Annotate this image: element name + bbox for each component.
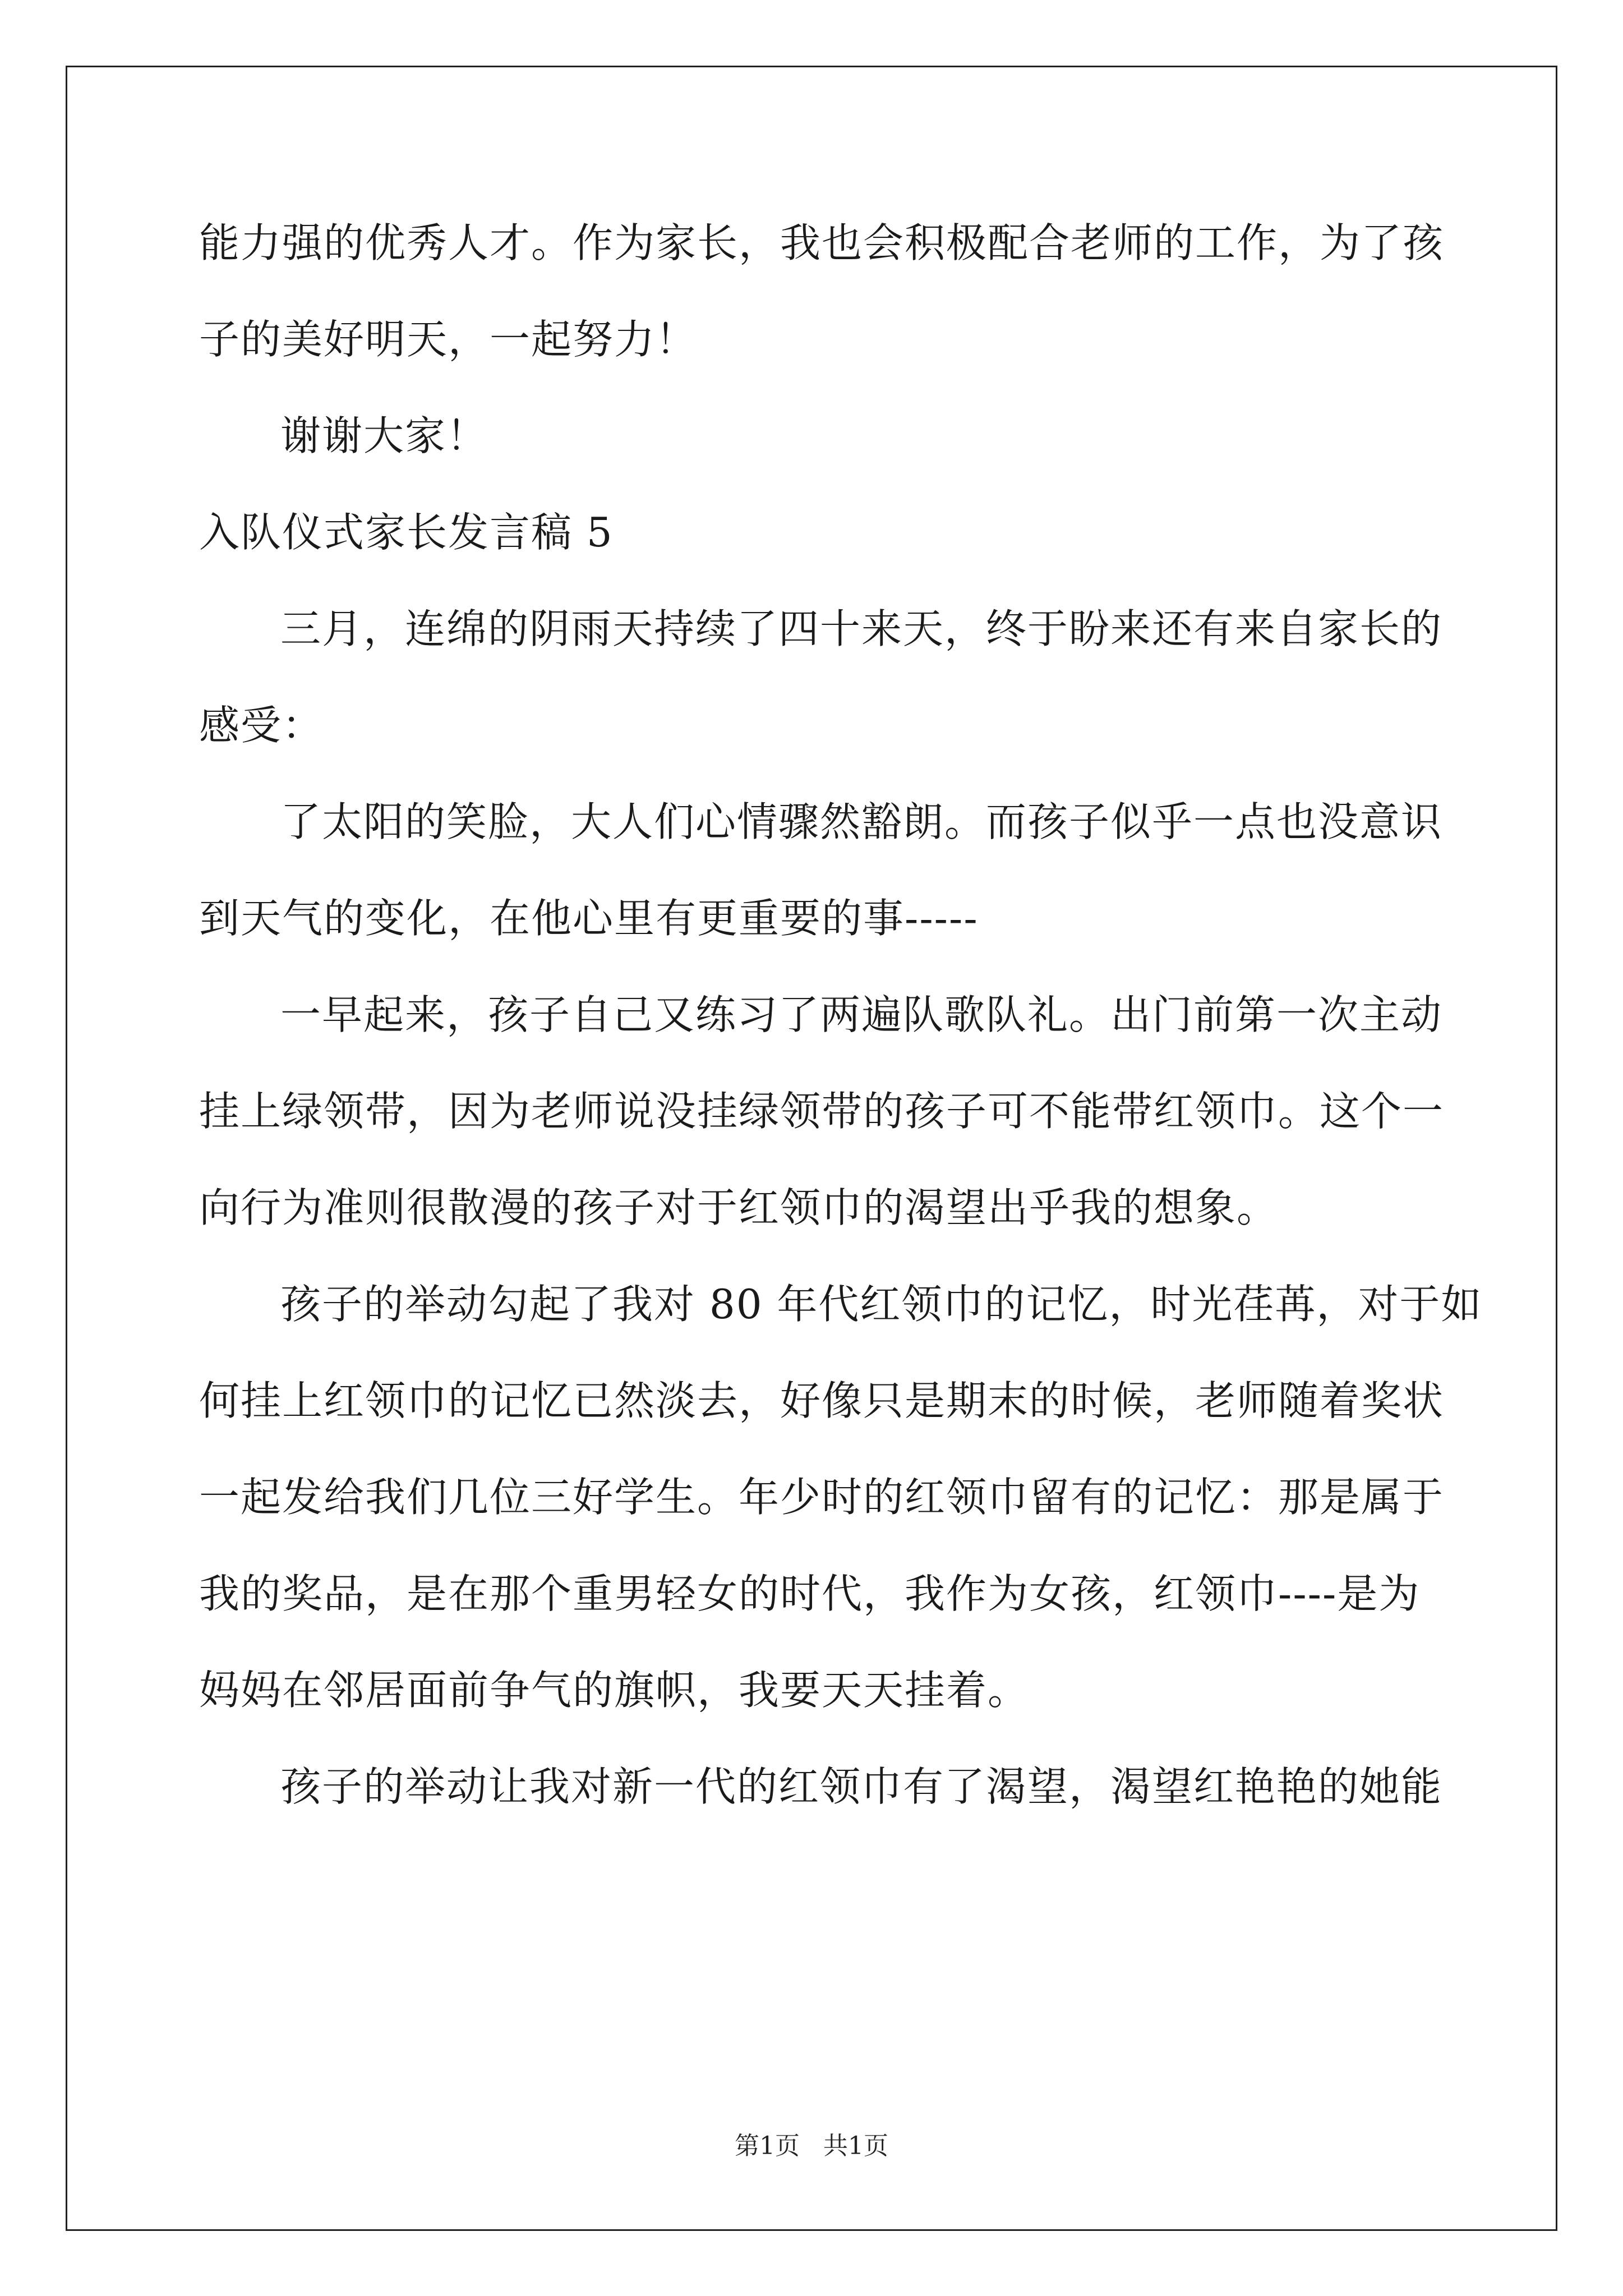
paragraph-line: 一起发给我们几位三好学生。年少时的红领巾留有的记忆：那是属于 <box>199 1474 1445 1521</box>
page-footer <box>0 2132 1623 2161</box>
paragraph-line: 挂上绿领带，因为老师说没挂绿领带的孩子可不能带红领巾。这个一 <box>199 1088 1445 1135</box>
paragraph-line: 能力强的优秀人才。作为家长，我也会积极配合老师的工作，为了孩 <box>199 219 1445 266</box>
paragraph-line: 孩子的举动勾起了我对 80 年代红领巾的记忆，时光荏苒，对于如 <box>280 1281 1483 1328</box>
paragraph-line: 感受： <box>199 702 324 749</box>
paragraph-line: 子的美好明天，一起努力！ <box>199 316 698 363</box>
paragraph-line: 三月，连绵的阴雨天持续了四十来天，终于盼来还有来自家长的 <box>280 605 1443 652</box>
paragraph-line: 妈妈在邻居面前争气的旗帜，我要天天挂着。 <box>199 1667 1030 1714</box>
paragraph-line: 到天气的变化，在他心里有更重要的事----- <box>199 895 979 942</box>
section-heading: 入队仪式家长发言稿 5 <box>199 509 614 556</box>
paragraph-line: 向行为准则很散漫的孩子对于红领巾的渴望出乎我的想象。 <box>199 1184 1279 1231</box>
page-number: 第1页 <box>735 2132 800 2160</box>
paragraph-line: 何挂上红领巾的记忆已然淡去，好像只是期末的时候，老师随着奖状 <box>199 1377 1445 1424</box>
page-total: 共1页 <box>823 2132 888 2160</box>
document-body <box>199 216 1483 1814</box>
paragraph-line: 一早起来，孩子自己又练习了两遍队歌队礼。出门前第一次主动 <box>280 991 1443 1038</box>
paragraph-line: 孩子的举动让我对新一代的红领巾有了渴望，渴望红艳艳的她能 <box>280 1763 1443 1810</box>
paragraph-line: 我的奖品，是在那个重男轻女的时代，我作为女孩，红领巾----是为 <box>199 1570 1421 1617</box>
closing-line: 谢谢大家！ <box>280 412 488 459</box>
paragraph-line: 了太阳的笑脸，大人们心情骤然豁朗。而孩子似乎一点也没意识 <box>280 798 1443 845</box>
